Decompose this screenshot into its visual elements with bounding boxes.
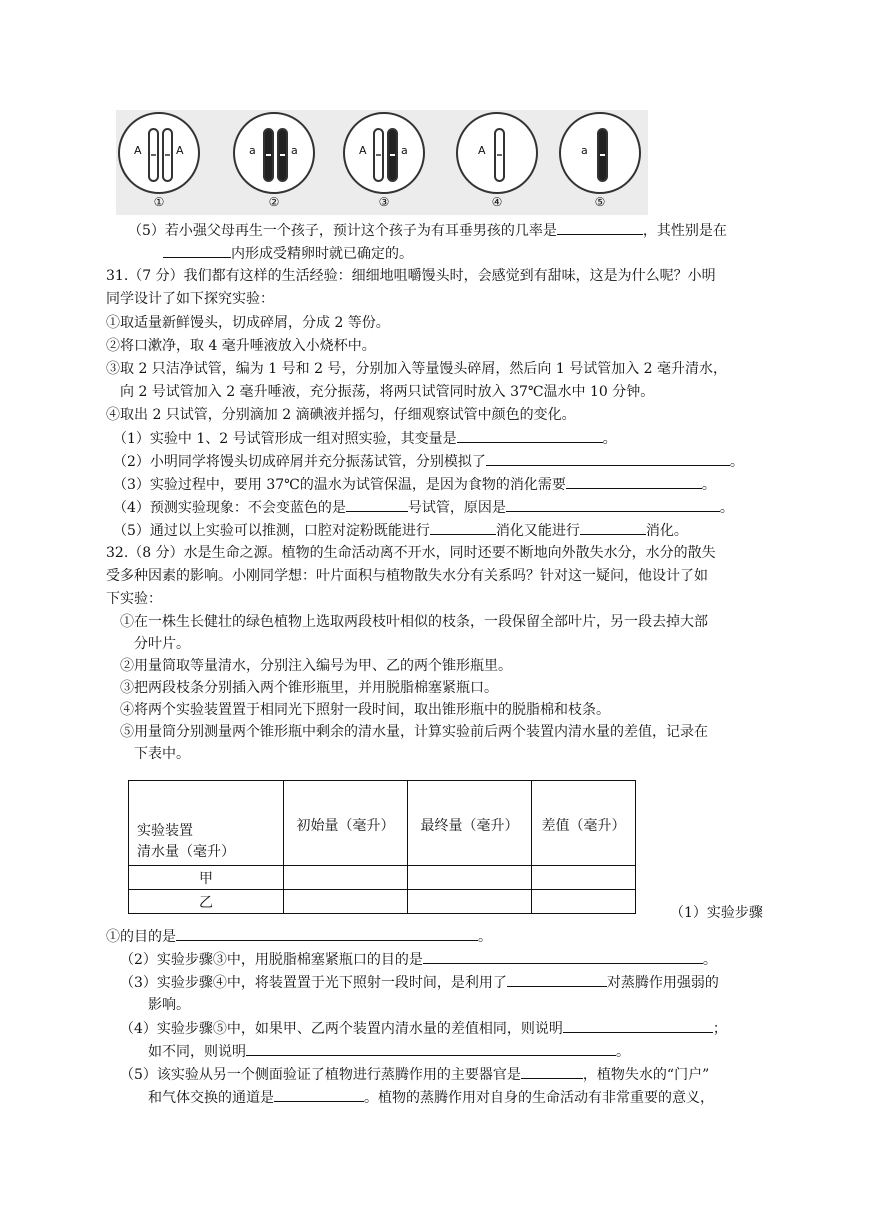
q32-step-1a: ①在一株生长健壮的绿色植物上选取两段枝叶相似的枝条，一段保留全部叶片，另一段去掉大部: [120, 614, 708, 630]
table-corner-header: 实验装置 清水量（毫升）: [129, 781, 284, 866]
q32-question-1b: ①的目的是 。: [106, 926, 492, 947]
q31-question-5: （5）通过以上实验可以推测，口腔对淀粉既能进行 消化又能进行 消化。: [113, 520, 688, 541]
table-cell[interactable]: [284, 890, 408, 914]
experiment-table: [128, 780, 636, 914]
q32-question-3a: （3）实验步骤④中，将装置置于光下照射一段时间，是利用了 对蒸腾作用强弱的: [120, 972, 719, 993]
answer-blank[interactable]: [566, 474, 702, 489]
q32-question-5b: 和气体交换的通道是 。植物的蒸腾作用对自身的生命活动有非常重要的意义，: [148, 1087, 714, 1108]
gene-label: A: [134, 144, 142, 157]
q32-step-1b: 分叶片。: [134, 636, 190, 652]
cell-number: ①: [153, 195, 165, 209]
chromosome-cell-4: [456, 112, 538, 194]
q31-step-4: ④取出 2 只试管，分别滴加 2 滴碘液并摇匀，仔细观察试管中颜色的变化。: [106, 407, 576, 423]
answer-blank[interactable]: [563, 1018, 713, 1033]
chromosome-cell-2: [233, 112, 315, 194]
answer-blank[interactable]: [580, 520, 646, 535]
answer-blank[interactable]: [486, 451, 730, 466]
answer-blank[interactable]: [346, 497, 408, 512]
q32-step-4: ④将两个实验装置置于相同光下照射一段时间，取出锥形瓶中的脱脂棉和枝条。: [120, 702, 610, 718]
q31-intro-1: 31.（7 分）我们都有这样的生活经验：细细地咀嚼馒头时，会感觉到有甜味，这是为什么呢？小明: [106, 268, 716, 284]
chromosome-cell-3: [343, 112, 425, 194]
gene-label: A: [176, 144, 184, 157]
answer-blank[interactable]: [521, 1064, 583, 1079]
q32-step-5a: ⑤用量筒分别测量两个锥形瓶中剩余的清水量，计算实验前后两个装置内清水量的差值，记录在: [120, 724, 708, 740]
answer-blank[interactable]: [246, 1041, 616, 1056]
q32-question-4a: （4）实验步骤⑤中，如果甲、乙两个装置内清水量的差值相同，则说明 ；: [120, 1018, 727, 1039]
q32-intro-3: 下实验：: [106, 591, 162, 607]
answer-blank[interactable]: [506, 497, 720, 512]
q31-step-3a: ③取 2 只洁净试管，编为 1 号和 2 号，分别加入等量馒头碎屑，然后向 1 号试管加入 2 毫升清水，: [106, 361, 728, 377]
chromosome: [148, 128, 159, 182]
q30-5-line1: （5）若小强父母再生一个孩子，预计这个孩子为有耳垂男孩的几率是 ，其性别是在: [128, 220, 727, 241]
q32-step-3: ③把两段枝条分别插入两个锥形瓶里，并用脱脂棉塞紧瓶口。: [120, 680, 498, 696]
q32-step-5b: 下表中。: [134, 746, 190, 762]
gene-label: A: [359, 144, 367, 157]
q30-5-line2: 内形成受精卵时就已确定的。: [163, 243, 413, 264]
q31-step-1: ①取适量新鲜馒头，切成碎屑，分成 2 等份。: [106, 315, 390, 331]
table-row: [129, 866, 636, 890]
cell-number: ②: [268, 195, 280, 209]
q31-question-3: （3）实验过程中，要用 37℃的温水为试管保温，是因为食物的消化需要 。: [113, 474, 716, 495]
gene-label: a: [581, 144, 588, 157]
row-label-yi: 乙: [129, 890, 284, 914]
chromosome: [162, 128, 173, 182]
gene-label: a: [291, 144, 298, 157]
q32-question-2: （2）实验步骤③中，用脱脂棉塞紧瓶口的目的是 。: [120, 949, 717, 970]
q31-question-4: （4）预测实验现象：不会变蓝色的是 号试管，原因是 。: [113, 497, 734, 518]
q31-step-2: ②将口漱净，取 4 毫升唾液放入小烧杯中。: [106, 338, 376, 354]
table-row: [129, 890, 636, 914]
q32-question-1a: （1）实验步骤: [670, 905, 763, 921]
table-cell[interactable]: [408, 890, 532, 914]
q32-question-3b: 影响。: [148, 997, 190, 1013]
gene-label: a: [401, 144, 408, 157]
chromosome: [597, 128, 608, 182]
q32-question-4b: 如不同，则说明 。: [148, 1041, 630, 1062]
table-cell[interactable]: [408, 866, 532, 890]
q31-step-3b: 向 2 号试管加入 2 毫升唾液，充分振荡，将两只试管同时放入 37℃温水中 10 分钟。: [120, 384, 655, 400]
answer-blank[interactable]: [507, 972, 607, 987]
answer-blank[interactable]: [274, 1087, 364, 1102]
chromosome: [373, 128, 384, 182]
cell-number: ③: [378, 195, 390, 209]
chromosome: [263, 128, 274, 182]
cell-number: ⑤: [594, 195, 606, 209]
gene-label: a: [249, 144, 256, 157]
chromosome: [277, 128, 288, 182]
q32-intro-1: 32.（8 分）水是生命之源。植物的生命活动离不开水，同时还要不断地向外散失水分，水分的散失: [106, 545, 716, 561]
table-cell[interactable]: [532, 890, 636, 914]
q32-intro-2: 受多种因素的影响。小刚同学想：叶片面积与植物散失水分有关系吗？针对这一疑问，他设计了如: [106, 568, 708, 584]
gene-label: A: [478, 144, 486, 157]
answer-blank[interactable]: [557, 220, 643, 235]
answer-blank[interactable]: [163, 243, 231, 258]
answer-blank[interactable]: [430, 520, 496, 535]
table-header-difference: 差值（毫升）: [532, 781, 636, 866]
table-cell[interactable]: [532, 866, 636, 890]
table-header-final: 最终量（毫升）: [408, 781, 532, 866]
chromosome-diagram: [116, 110, 648, 215]
answer-blank[interactable]: [423, 949, 703, 964]
q31-intro-2: 同学设计了如下探究实验：: [106, 291, 274, 307]
table-cell[interactable]: [284, 866, 408, 890]
answer-blank[interactable]: [176, 926, 478, 941]
chromosome: [387, 128, 398, 182]
chromosome: [494, 128, 505, 182]
answer-blank[interactable]: [457, 428, 603, 443]
q32-question-5a: （5）该实验从另一个侧面验证了植物进行蒸腾作用的主要器官是 ，植物失水的“门户”: [120, 1064, 709, 1085]
q31-question-1: （1）实验中 1、2 号试管形成一组对照实验，其变量是 。: [113, 428, 617, 449]
q31-question-2: （2）小明同学将馒头切成碎屑并充分振荡试管，分别模拟了 。: [113, 451, 744, 472]
row-label-jia: 甲: [129, 866, 284, 890]
q32-step-2: ②用量筒取等量清水，分别注入编号为甲、乙的两个锥形瓶里。: [120, 658, 512, 674]
cell-number: ④: [491, 195, 503, 209]
chromosome-cell-1: [118, 112, 200, 194]
chromosome-cell-5: [559, 112, 641, 194]
table-header-initial: 初始量（毫升）: [284, 781, 408, 866]
